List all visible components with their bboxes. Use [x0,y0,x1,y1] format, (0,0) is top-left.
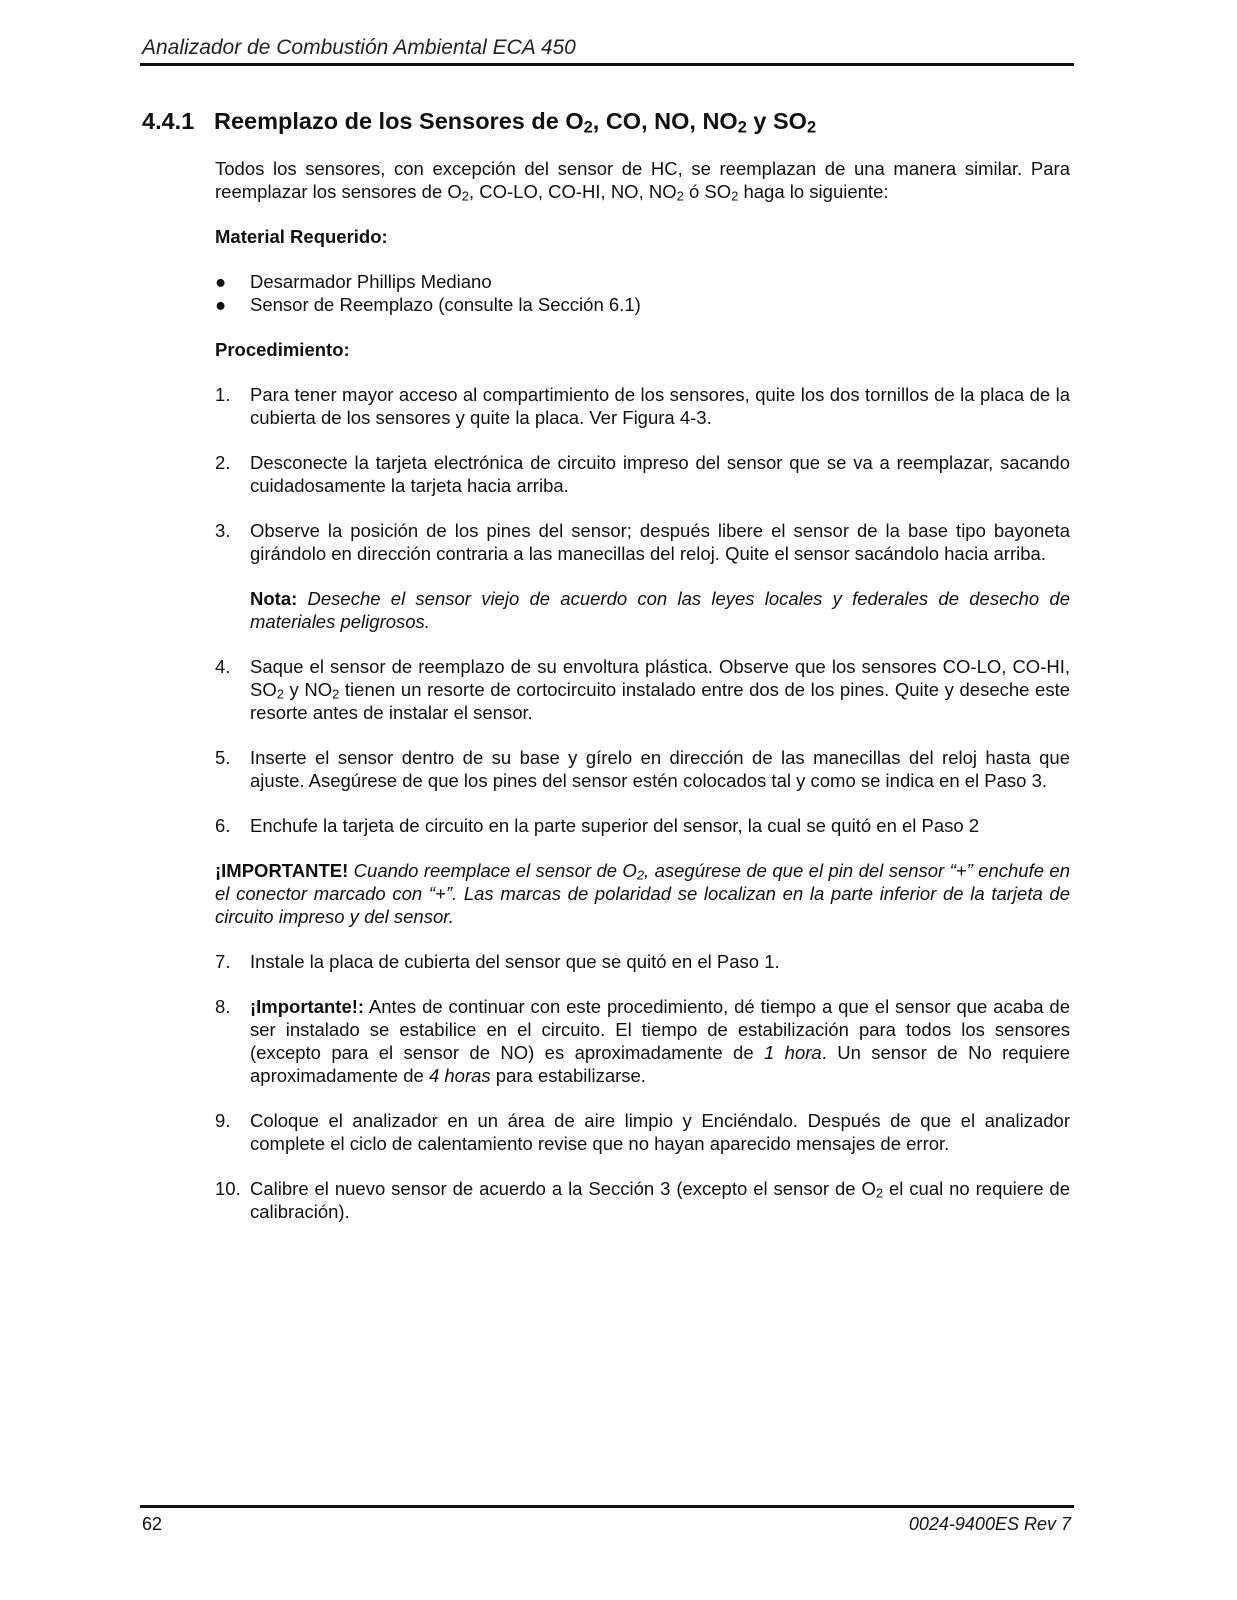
step-8: 8. ¡Importante!: Antes de continuar con este procedimiento, dé tiempo a que el sensor que acaba de ser instalado se estabilice en el circuito. El tiempo de estabilización para todos los sensores (excepto para el sensor de NO) es aproximadamente de 1 hora. Un sensor de No requiere aproximadamente de 4 horas para estabilizarse. [215,996,1070,1086]
material-label: Material Requerido: [215,226,388,247]
list-item: ● Sensor de Reemplazo (consulte la Sección 6.1) [215,294,641,315]
page-number: 62 [142,1514,163,1534]
step-6: 6. Enchufe la tarjeta de circuito en la parte superior del sensor, la cual se quitó en el Paso 2 [215,815,980,836]
important-notice: ¡IMPORTANTE! Cuando reemplace el sensor de $O_2$, asegúrese de que el pin del sensor “+” enchufe en el conector marcado con “+”. Las marcas de polaridad se localizan en la parte inferior de la tarjeta de circuito impreso y del sensor. [215,860,1070,927]
document-body [215,157,1070,1223]
bullet-icon: ● [215,271,227,292]
material-list [215,270,1070,316]
step-3: 3. Observe la posición de los pines del sensor; después libere el sensor de la base tipo bayoneta girándolo en dirección contraria a las manecillas del reloj. Quite el sensor sacándolo hacia arriba. [215,520,1070,564]
step-7: 7. Instale la placa de cubierta del sensor que se quitó en el Paso 1. [215,951,780,972]
header-rule [140,63,1074,66]
step-5: 5. Inserte el sensor dentro de su base y gírelo en dirección de las manecillas del reloj hasta que ajuste. Asegúrese de que los pines del sensor estén colocados tal y como se indica en el Paso 3. [215,747,1070,791]
step-4: 4. Saque el sensor de reemplazo de su envoltura plástica. Observe que los sensores CO-LO, CO-HI, $SO_2$ y $NO_2$ tienen un resorte de cortocircuito instalado entre dos de los pines. Quite y deseche este resorte antes de instalar el sensor. [215,656,1071,723]
document-id: 0024-9400ES Rev 7 [908,1514,1071,1534]
intro-paragraph: Todos los sensores, con excepción del sensor de HC, se reemplazan de una manera similar. Para reemplazar los sensores de $O_2$, CO-LO, CO-HI, NO, $NO_2$ ó $SO_2$ haga lo siguiente: [215,158,1070,204]
section-heading: 4.4.1 Reemplazo de los Sensores de $O_2$, CO, NO, $NO_2$ y $SO_2$ [142,108,817,137]
step-2: 2. Desconecte la tarjeta electrónica de circuito impreso del sensor que se va a reemplazar, sacando cuidadosamente la tarjeta hacia arriba. [215,452,1070,496]
bullet-icon: ● [215,294,227,315]
note-paragraph: Nota: Deseche el sensor viejo de acuerdo con las leyes locales y federales de desecho de materiales peligrosos. [250,588,1071,632]
step-10: 10. Calibre el nuevo sensor de acuerdo a la Sección 3 (excepto el sensor de $O_2$ el cual no requiere de calibración). [215,1178,1070,1222]
procedure-label: Procedimiento: [215,339,350,360]
step-9: 9. Coloque el analizador en un área de aire limpio y Enciéndalo. Después de que el analizador complete el ciclo de calentamiento revise que no hayan aparecido mensajes de error. [215,1110,1070,1154]
step-1: 1. Para tener mayor acceso al compartimiento de los sensores, quite los dos tornillos de la placa de la cubierta de los sensores y quite la placa. Ver Figura 4-3. [215,384,1070,428]
running-header: Analizador de Combustión Ambiental ECA 450 [142,36,576,59]
footer-rule [140,1505,1074,1508]
list-item: ● Desarmador Phillips Mediano [215,271,492,292]
section-number: 4.4.1 [142,108,195,134]
